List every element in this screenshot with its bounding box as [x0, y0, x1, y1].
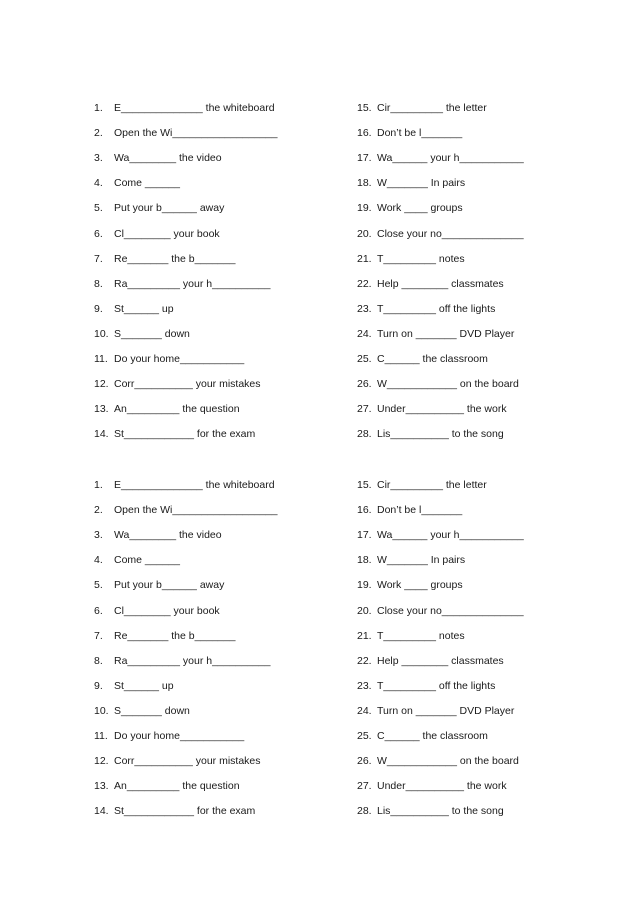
item-text: Wa______ your h___________: [377, 152, 524, 165]
list-item: [94, 175, 180, 191]
item-number: 7.: [94, 252, 103, 265]
list-item: [357, 678, 495, 694]
item-text: Wa______ your h___________: [377, 529, 524, 542]
list-item: [357, 351, 488, 367]
item-text: Don’t be l_______: [377, 504, 463, 517]
item-text: Cl________ your book: [114, 227, 220, 240]
item-number: 12.: [94, 378, 109, 391]
item-text: W____________ on the board: [377, 378, 519, 391]
list-item: [357, 150, 524, 166]
item-number: 11.: [94, 353, 108, 365]
item-number: 12.: [94, 755, 109, 768]
item-text: Lis__________ to the song: [377, 805, 504, 818]
item-text: Close your no______________: [377, 227, 524, 240]
item-text: Work ____ groups: [377, 202, 463, 215]
list-item: [357, 603, 524, 619]
item-number: 23.: [357, 302, 372, 315]
item-number: 13.: [94, 403, 109, 416]
item-number: 21.: [357, 252, 372, 265]
list-item: [94, 200, 224, 216]
list-item: [94, 502, 277, 518]
list-item: [94, 753, 261, 769]
item-text: Open the Wi__________________: [114, 127, 278, 140]
item-number: 14.: [94, 805, 109, 818]
item-number: 19.: [357, 579, 372, 592]
item-number: 7.: [94, 629, 103, 642]
list-item: [94, 778, 240, 794]
list-item: [94, 803, 255, 819]
list-item: [357, 175, 465, 191]
item-number: 26.: [357, 378, 372, 391]
item-text: Help ________ classmates: [377, 277, 504, 290]
list-item: [94, 477, 275, 493]
item-number: 13.: [94, 780, 109, 793]
item-text: An_________ the question: [114, 780, 240, 793]
list-item: [357, 628, 465, 644]
item-number: 17.: [357, 529, 372, 542]
item-text: Come ______: [114, 554, 180, 567]
item-number: 9.: [94, 679, 103, 692]
item-text: Do your home___________: [114, 353, 245, 365]
list-item: [357, 703, 514, 719]
list-item: [94, 226, 220, 242]
list-item: [357, 301, 495, 317]
item-number: 19.: [357, 202, 372, 215]
list-item: [94, 125, 277, 141]
item-number: 24.: [357, 704, 372, 717]
item-text: St______ up: [114, 679, 174, 692]
item-text: Corr__________ your mistakes: [114, 755, 261, 768]
item-text: T_________ off the lights: [377, 302, 496, 315]
list-item: [357, 426, 504, 442]
item-number: 22.: [357, 654, 372, 667]
item-text: Put your b______ away: [114, 202, 225, 215]
item-number: 4.: [94, 177, 103, 190]
list-item: [357, 577, 463, 593]
item-text: Ra_________ your h__________: [114, 654, 271, 667]
item-number: 26.: [357, 755, 372, 768]
list-item: [94, 703, 190, 719]
item-number: 15.: [357, 102, 372, 114]
item-number: 28.: [357, 805, 372, 818]
item-number: 17.: [357, 152, 372, 165]
list-item: [357, 527, 524, 543]
item-text: Put your b______ away: [114, 579, 225, 592]
item-number: 18.: [357, 177, 372, 190]
item-text: Re_______ the b_______: [114, 629, 236, 642]
item-number: 27.: [357, 403, 372, 416]
item-number: 16.: [357, 127, 372, 140]
item-text: An_________ the question: [114, 403, 240, 416]
list-item: [357, 276, 504, 292]
item-text: Under__________ the work: [377, 780, 507, 793]
item-number: 6.: [94, 604, 103, 617]
item-number: 28.: [357, 428, 372, 441]
list-item: [94, 577, 224, 593]
list-item: [357, 753, 519, 769]
list-item: [357, 803, 504, 819]
item-number: 22.: [357, 277, 372, 290]
item-text: Do your home___________: [114, 730, 245, 742]
item-text: Don’t be l_______: [377, 127, 463, 140]
item-text: Come ______: [114, 177, 180, 190]
item-number: 3.: [94, 529, 103, 542]
item-text: W_______ In pairs: [377, 177, 466, 190]
item-number: 2.: [94, 504, 103, 517]
item-text: Wa________ the video: [114, 152, 222, 165]
item-number: 1.: [94, 102, 103, 114]
list-item: [357, 251, 465, 267]
item-text: Work ____ groups: [377, 579, 463, 592]
item-text: Re_______ the b_______: [114, 252, 236, 265]
item-number: 14.: [94, 428, 109, 441]
item-text: Close your no______________: [377, 604, 524, 617]
item-text: St____________ for the exam: [114, 805, 256, 818]
list-item: [357, 100, 487, 116]
item-number: 21.: [357, 629, 372, 642]
item-number: 1.: [94, 479, 103, 491]
item-text: Cir_________ the letter: [377, 479, 487, 491]
list-item: [357, 326, 514, 342]
list-item: [357, 552, 465, 568]
item-number: 25.: [357, 353, 372, 365]
list-item: [357, 728, 488, 744]
list-item: [94, 552, 180, 568]
list-item: [94, 276, 270, 292]
list-item: [357, 376, 519, 392]
item-number: 25.: [357, 730, 372, 742]
item-number: 9.: [94, 302, 103, 315]
item-text: T_________ notes: [377, 629, 465, 642]
list-item: [94, 150, 222, 166]
item-number: 16.: [357, 504, 372, 517]
item-text: E______________ the whiteboard: [114, 102, 275, 114]
list-item: [357, 125, 462, 141]
item-text: C______ the classroom: [377, 353, 488, 365]
list-item: [94, 376, 261, 392]
item-number: 23.: [357, 679, 372, 692]
item-number: 18.: [357, 554, 372, 567]
item-text: St____________ for the exam: [114, 428, 256, 441]
item-text: S_______ down: [114, 704, 190, 717]
list-item: [94, 301, 174, 317]
list-item: [357, 653, 504, 669]
item-text: Turn on _______ DVD Player: [377, 704, 515, 717]
list-item: [94, 100, 275, 116]
list-item: [94, 603, 220, 619]
item-number: 27.: [357, 780, 372, 793]
list-item: [94, 351, 244, 367]
item-text: C______ the classroom: [377, 730, 488, 742]
item-text: W_______ In pairs: [377, 554, 466, 567]
item-text: Help ________ classmates: [377, 654, 504, 667]
item-text: T_________ off the lights: [377, 679, 496, 692]
item-text: T_________ notes: [377, 252, 465, 265]
item-text: Cir_________ the letter: [377, 102, 487, 114]
item-text: E______________ the whiteboard: [114, 479, 275, 491]
list-item: [357, 226, 524, 242]
item-number: 11.: [94, 730, 108, 742]
item-number: 6.: [94, 227, 103, 240]
item-number: 8.: [94, 654, 103, 667]
list-item: [94, 678, 174, 694]
list-item: [357, 477, 487, 493]
item-number: 10.: [94, 327, 109, 340]
item-text: Wa________ the video: [114, 529, 222, 542]
list-item: [94, 653, 270, 669]
list-item: [357, 200, 463, 216]
item-text: Under__________ the work: [377, 403, 507, 416]
list-item: [94, 628, 235, 644]
item-text: St______ up: [114, 302, 174, 315]
item-number: 20.: [357, 604, 372, 617]
list-item: [94, 326, 190, 342]
item-number: 5.: [94, 579, 103, 592]
item-number: 3.: [94, 152, 103, 165]
item-number: 5.: [94, 202, 103, 215]
item-text: Ra_________ your h__________: [114, 277, 271, 290]
list-item: [94, 426, 255, 442]
item-number: 10.: [94, 704, 109, 717]
list-item: [94, 527, 222, 543]
item-number: 2.: [94, 127, 103, 140]
list-item: [357, 778, 507, 794]
list-item: [94, 728, 244, 744]
list-item: [357, 502, 462, 518]
list-item: [94, 251, 235, 267]
item-text: Corr__________ your mistakes: [114, 378, 261, 391]
item-number: 20.: [357, 227, 372, 240]
item-text: S_______ down: [114, 327, 190, 340]
item-text: Cl________ your book: [114, 604, 220, 617]
item-number: 24.: [357, 327, 372, 340]
item-number: 4.: [94, 554, 103, 567]
item-text: Turn on _______ DVD Player: [377, 327, 515, 340]
item-number: 8.: [94, 277, 103, 290]
item-number: 15.: [357, 479, 372, 491]
item-text: W____________ on the board: [377, 755, 519, 768]
list-item: [94, 401, 240, 417]
list-item: [357, 401, 507, 417]
item-text: Open the Wi__________________: [114, 504, 278, 517]
item-text: Lis__________ to the song: [377, 428, 504, 441]
